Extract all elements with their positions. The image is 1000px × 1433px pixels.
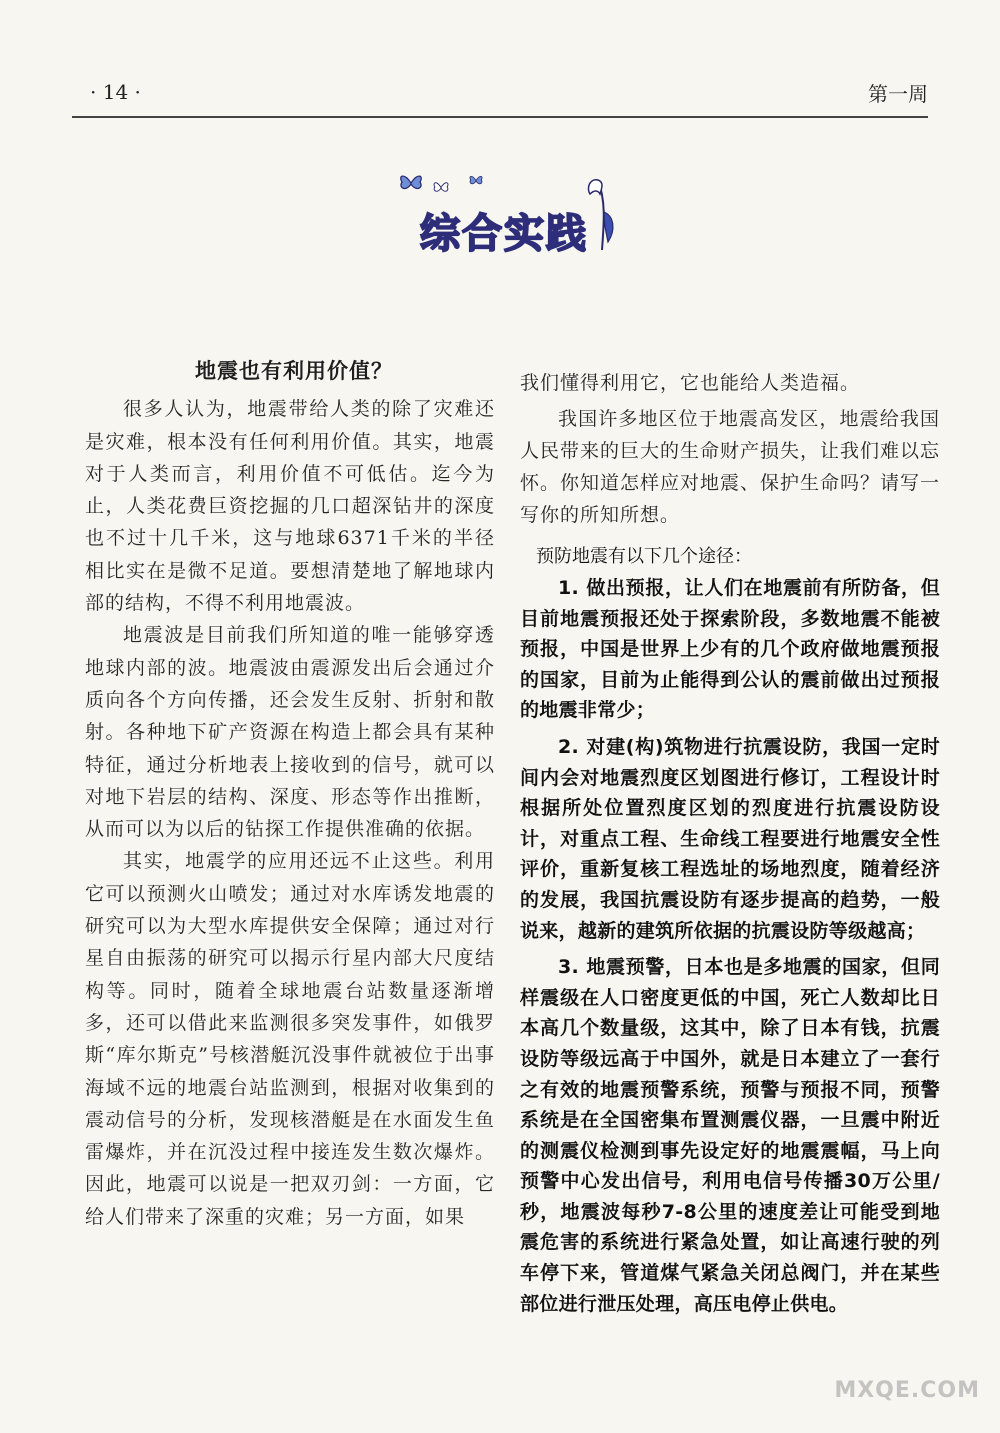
watermark-text: MXQE.COM bbox=[834, 1378, 980, 1403]
butterfly-icon bbox=[398, 172, 424, 194]
butterfly-icon bbox=[432, 180, 450, 195]
article-title: 地震也有利用价值？ bbox=[195, 358, 393, 383]
answer-item: 3. 地震预警，日本也是多地震的国家，但同样震级在人口密度更低的中国，死亡人数却比日本高几个数量级，这其中，除了日本有钱，抗震设防等级远高于中国外，就是日本建立了一套行之有效的地震预警系统，预警与预报不同，预警系统是在全国密集布置测震仪器，一旦震中附近的测震仪检测到事先设定好的地震震幅，马上向预警中心发出信号，利用电信号传播30万公里/秒，地震波每秒7-8公里的速度差让可能受到地震危害的系统进行紧急处置，如让高速行驶的列车停下来，管道煤气紧急关闭总阀门，并在某些部位进行泄压处理，高压电停止供电。 bbox=[520, 956, 940, 1315]
article-continuation: 我们懂得利用它，它也能给人类造福。 bbox=[520, 372, 861, 394]
article-left-column bbox=[85, 355, 495, 1233]
butterfly-icon bbox=[468, 174, 484, 187]
article-paragraph: 很多人认为，地震带给人类的除了灾难还是灾难，根本没有任何利用价值。其实，地震对于人类而言，利用价值不可低估。迄今为止，人类花费巨资挖掘的几口超深钻井的深度也不过十几千米，这与地球6371千米的半径相比实在是微不足道。要想清楚地了解地球内部的结构，不得不利用地震波。 bbox=[85, 398, 495, 615]
section-banner bbox=[390, 172, 630, 262]
page-number: · 14 · bbox=[90, 80, 141, 104]
watermark-logo bbox=[780, 1323, 980, 1403]
answer-item: 1. 做出预报，让人们在地震前有所防备，但目前地震预报还处于探索阶段，多数地震不能被预报，中国是世界上少有的几个政府做地震预报的国家，目前为止能得到公认的震前做出过预报的地震非常少； bbox=[520, 577, 940, 722]
answer-item: 2. 对建(构)筑物进行抗震设防，我国一定时间内会对地震烈度区划图进行修订，工程设计时根据所处位置烈度区划的烈度进行抗震设防设计，对重点工程、生命线工程要进行地震安全性评价，重新复核工程选址的场地烈度，随着经济的发展，我国抗震设防有逐步提高的趋势，一般说来，越新的建筑所依据的抗震设防等级越高； bbox=[520, 735, 940, 942]
writing-prompt: 我国许多地区位于地震高发区，地震给我国人民带来的巨大的生命财产损失，让我们难以忘怀。你知道怎样应对地震、保护生命吗？请写一写你的所知所想。 bbox=[520, 408, 941, 526]
bellflower-icon bbox=[580, 172, 620, 252]
article-continuation-block bbox=[520, 367, 940, 531]
section-title: 综合实践 bbox=[420, 211, 588, 257]
page-header bbox=[72, 72, 928, 118]
article-paragraph: 地震波是目前我们所知道的唯一能够穿透地球内部的波。地震波由震源发出后会通过介质向各个方向传播，还会发生反射、折射和散射。各种地下矿产资源在构造上都会具有某种特征，通过分析地表上接收到的信号，就可以对地下岩层的结构、深度、形态等作出推断，从而可以为以后的钻探工作提供准确的依据。 bbox=[85, 624, 495, 841]
answer-heading: 预防地震有以下几个途径： bbox=[536, 546, 752, 567]
handwritten-answer bbox=[520, 541, 940, 1319]
article-right-column bbox=[520, 367, 940, 1319]
week-label: 第一周 bbox=[868, 82, 928, 106]
article-paragraph: 其实，地震学的应用还远不止这些。利用它可以预测火山喷发；通过对水库诱发地震的研究可以为大型水库提供安全保障；通过对行星自由振荡的研究可以揭示行星内部大尺度结构等。同时，随着全球地震台站数量逐渐增多，还可以借此来监测很多突发事件，如俄罗斯“库尔斯克”号核潜艇沉没事件就被位于出事海域不远的地震台站监测到，根据对收集到的震动信号的分析，发现核潜艇是在水面发生鱼雷爆炸，并在沉没过程中接连发生数次爆炸。因此，地震可以说是一把双刃剑：一方面，它给人们带来了深重的灾难；另一方面，如果 bbox=[85, 850, 495, 1228]
